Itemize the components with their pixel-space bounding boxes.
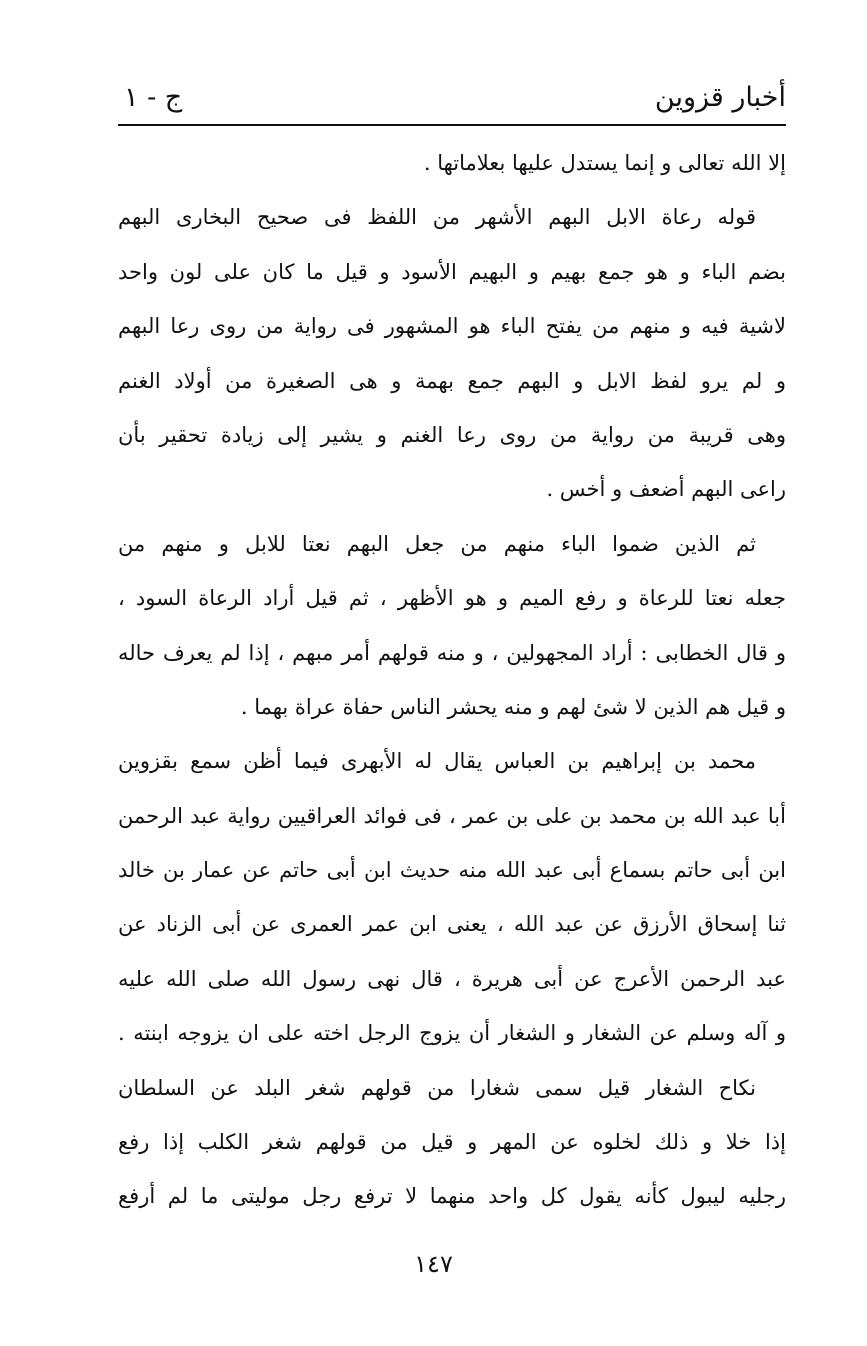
text-line: و قال الخطابى : أراد المجهولين ، و منه قولهم أمر مبهم ، إذا لم يعرف حاله: [118, 640, 786, 665]
book-title: أخبار قزوين: [654, 82, 786, 113]
text-line: و آله وسلم عن الشغار و الشغار أن يزوج الرجل اخته على ان يزوجه ابنته .: [118, 1021, 786, 1046]
text-line: ثم الذين ضموا الباء منهم من جعل البهم نعتا للابل و منهم من: [118, 531, 756, 556]
text-line: قوله رعاة الابل البهم الأشهر من اللفظ فى صحيح البخارى البهم: [118, 205, 756, 230]
text-line: راعى البهم أضعف و أخس .: [546, 477, 786, 502]
text-line: ابن أبى حاتم بسماع أبى عبد الله منه حديث ابن أبى حاتم عن عمار بن خالد: [118, 858, 786, 883]
text-line: محمد بن إبراهيم بن العباس يقال له الأبهرى فيما أظن سمع بقزوين: [118, 749, 756, 774]
text-line: و قيل هم الذين لا شئ لهم و منه يحشر الناس حفاة عراة بهما .: [240, 694, 786, 719]
text-line: و لم يرو لفظ الابل و البهم جمع بهمة و هى الصغيرة من أولاد الغنم: [118, 368, 786, 393]
text-line: رجليه ليبول كأنه يقول كل واحد منهما لا ترفع رجل موليتى ما لم أرفع: [118, 1184, 786, 1209]
text-line: ثنا إسحاق الأرزق عن عبد الله ، يعنى ابن عمر العمرى عن أبى الزناد عن: [118, 912, 786, 937]
header-divider: [118, 124, 786, 126]
body-text: [118, 136, 786, 1224]
running-header: [118, 80, 786, 124]
text-line: بضم الباء و هو جمع بهيم و البهيم الأسود و قيل ما كان على لون واحد: [118, 259, 786, 284]
text-line: نكاح الشغار قيل سمى شغارا من قولهم شغر البلد عن السلطان: [118, 1075, 757, 1100]
page-number: ١٤٧: [414, 1250, 453, 1278]
text-line: عبد الرحمن الأعرج عن أبى هريرة ، قال نهى رسول الله صلى الله عليه: [118, 966, 786, 991]
volume-label: ج - ١: [124, 82, 183, 113]
text-line: أبا عبد الله بن محمد بن على بن عمر ، فى فوائد العراقيين رواية عبد الرحمن: [118, 803, 786, 828]
text-line: إلا الله تعالى و إنما يستدل عليها بعلاماتها .: [423, 151, 786, 175]
text-line: وهى قريبة من رواية من روى رعا الغنم و يشير إلى زيادة تحقير بأن: [118, 422, 786, 447]
text-line: إذا خلا و ذلك لخلوه عن المهر و قيل من قولهم شغر الكلب إذا رفع: [118, 1130, 786, 1155]
text-line: لاشية فيه و منهم من يفتح الباء هو المشهور فى رواية من روى رعا البهم: [118, 314, 786, 339]
text-line: جعله نعتا للرعاة و رفع الميم و هو الأظهر ، ثم قيل أراد الرعاة السود ،: [118, 586, 786, 611]
